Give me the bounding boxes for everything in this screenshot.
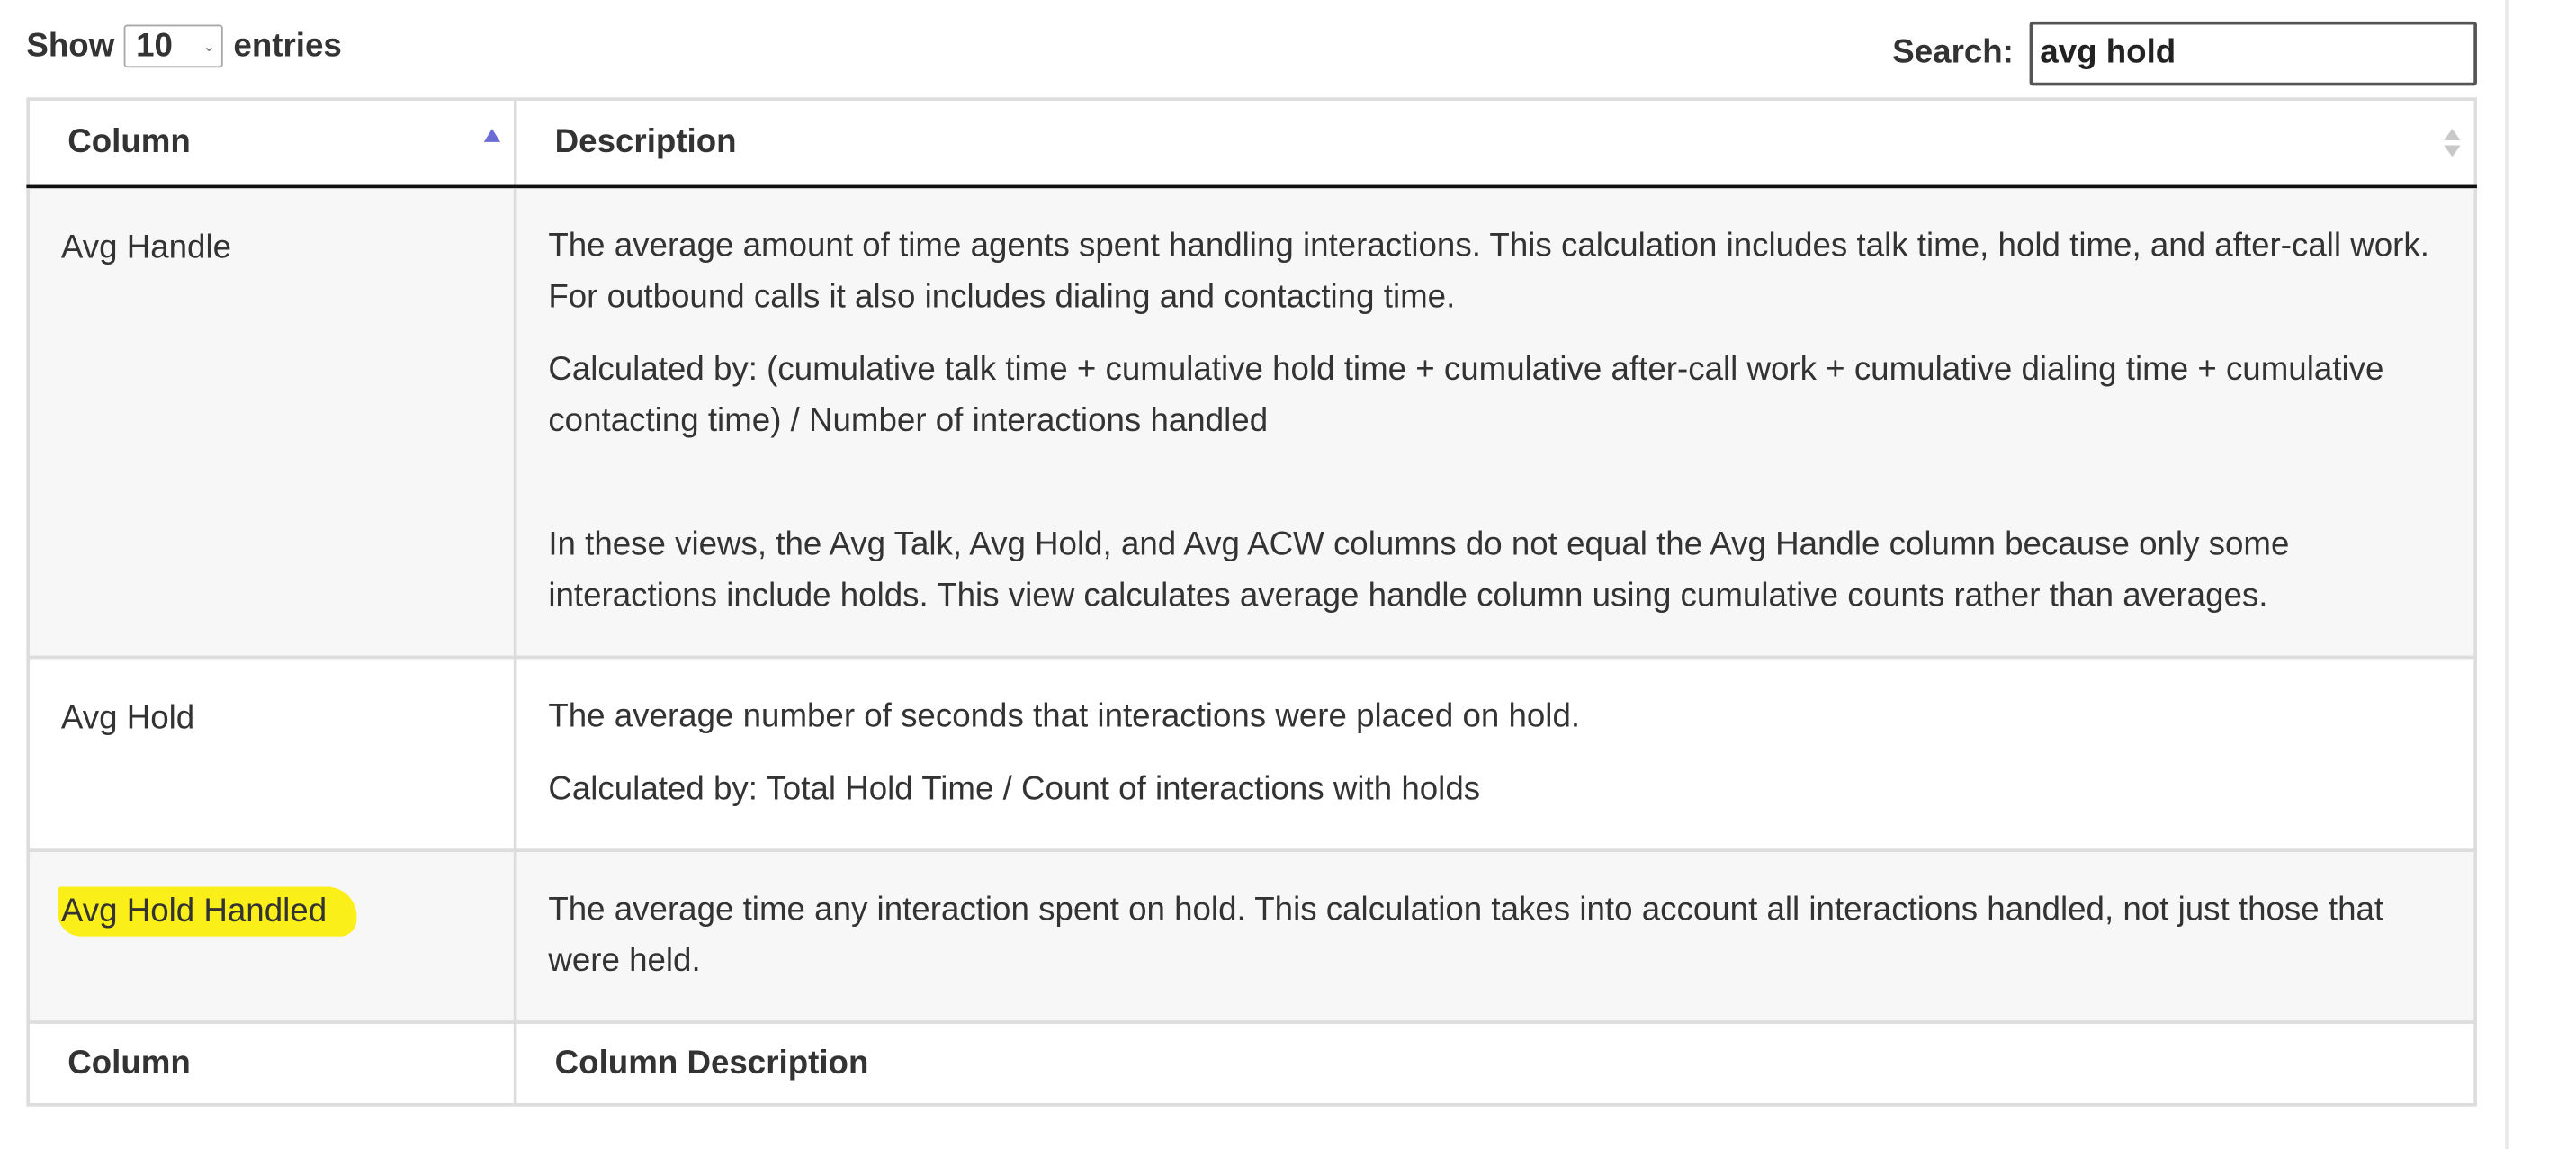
sort-both-icon: [2444, 129, 2460, 158]
table-header-row: [28, 99, 2475, 186]
note-paragraph: In these views, the Avg Talk, Avg Hold, and Avg ACW columns do not equal the Avg Handle column because only some interactions include holds. This view calculates average handle column using cumulative counts rather than averages.: [548, 526, 2290, 615]
columns-table: [26, 97, 2477, 1106]
description-header[interactable]: [516, 99, 2476, 186]
description-paragraph: The average number of seconds that interactions were placed on hold.: [548, 698, 1581, 735]
entries-length-control: [26, 25, 341, 68]
column-header-label: Column: [67, 123, 191, 161]
entries-label: entries: [233, 27, 342, 64]
description-paragraph: The average time any interaction spent on hold. This calculation takes into account all interactions handled, not just those that were held.: [548, 892, 2384, 980]
table-row: [28, 850, 2475, 1022]
calculation-paragraph: Calculated by: (cumulative talk time + cumulative hold time + cumulative after-call work + cumulative dialing time + cumulative contacting time) / Number of interactions handled: [548, 351, 2384, 440]
column-name-cell: [28, 657, 515, 850]
description-paragraph: The average amount of time agents spent handling interactions. This calculation includes talk time, hold time, and after-call work. For outbound calls it also includes dialing and contacting time.: [548, 228, 2429, 316]
calculation-paragraph: Calculated by: Total Hold Time / Count of interactions with holds: [548, 771, 1481, 808]
column-footer: Column: [28, 1022, 515, 1105]
table-footer-row: [28, 1022, 2475, 1105]
chevron-down-icon: ⌄: [202, 37, 216, 54]
column-name: Avg Handle: [60, 229, 232, 266]
highlighted-column-name: Avg Hold Handled: [58, 887, 356, 937]
page-divider: [2505, 0, 2509, 1149]
description-header-label: Description: [554, 123, 737, 161]
search-control: [1892, 22, 2477, 86]
description-cell: [516, 657, 2476, 850]
table-row: [28, 186, 2475, 657]
table-row: [28, 657, 2475, 850]
search-input[interactable]: avg hold: [2030, 22, 2477, 86]
description-footer: Column Description: [516, 1022, 2476, 1105]
column-header[interactable]: [28, 99, 515, 186]
column-name-cell: [28, 850, 515, 1022]
column-name-cell: [28, 186, 515, 657]
entries-per-page-select[interactable]: [124, 25, 223, 68]
entries-per-page-value: 10: [136, 27, 173, 64]
show-label: Show: [26, 27, 115, 64]
column-name: Avg Hold: [60, 700, 195, 737]
description-cell: [516, 850, 2476, 1022]
description-cell: [516, 186, 2476, 657]
sort-ascending-icon: [484, 129, 500, 158]
search-label: Search:: [1892, 34, 2014, 71]
